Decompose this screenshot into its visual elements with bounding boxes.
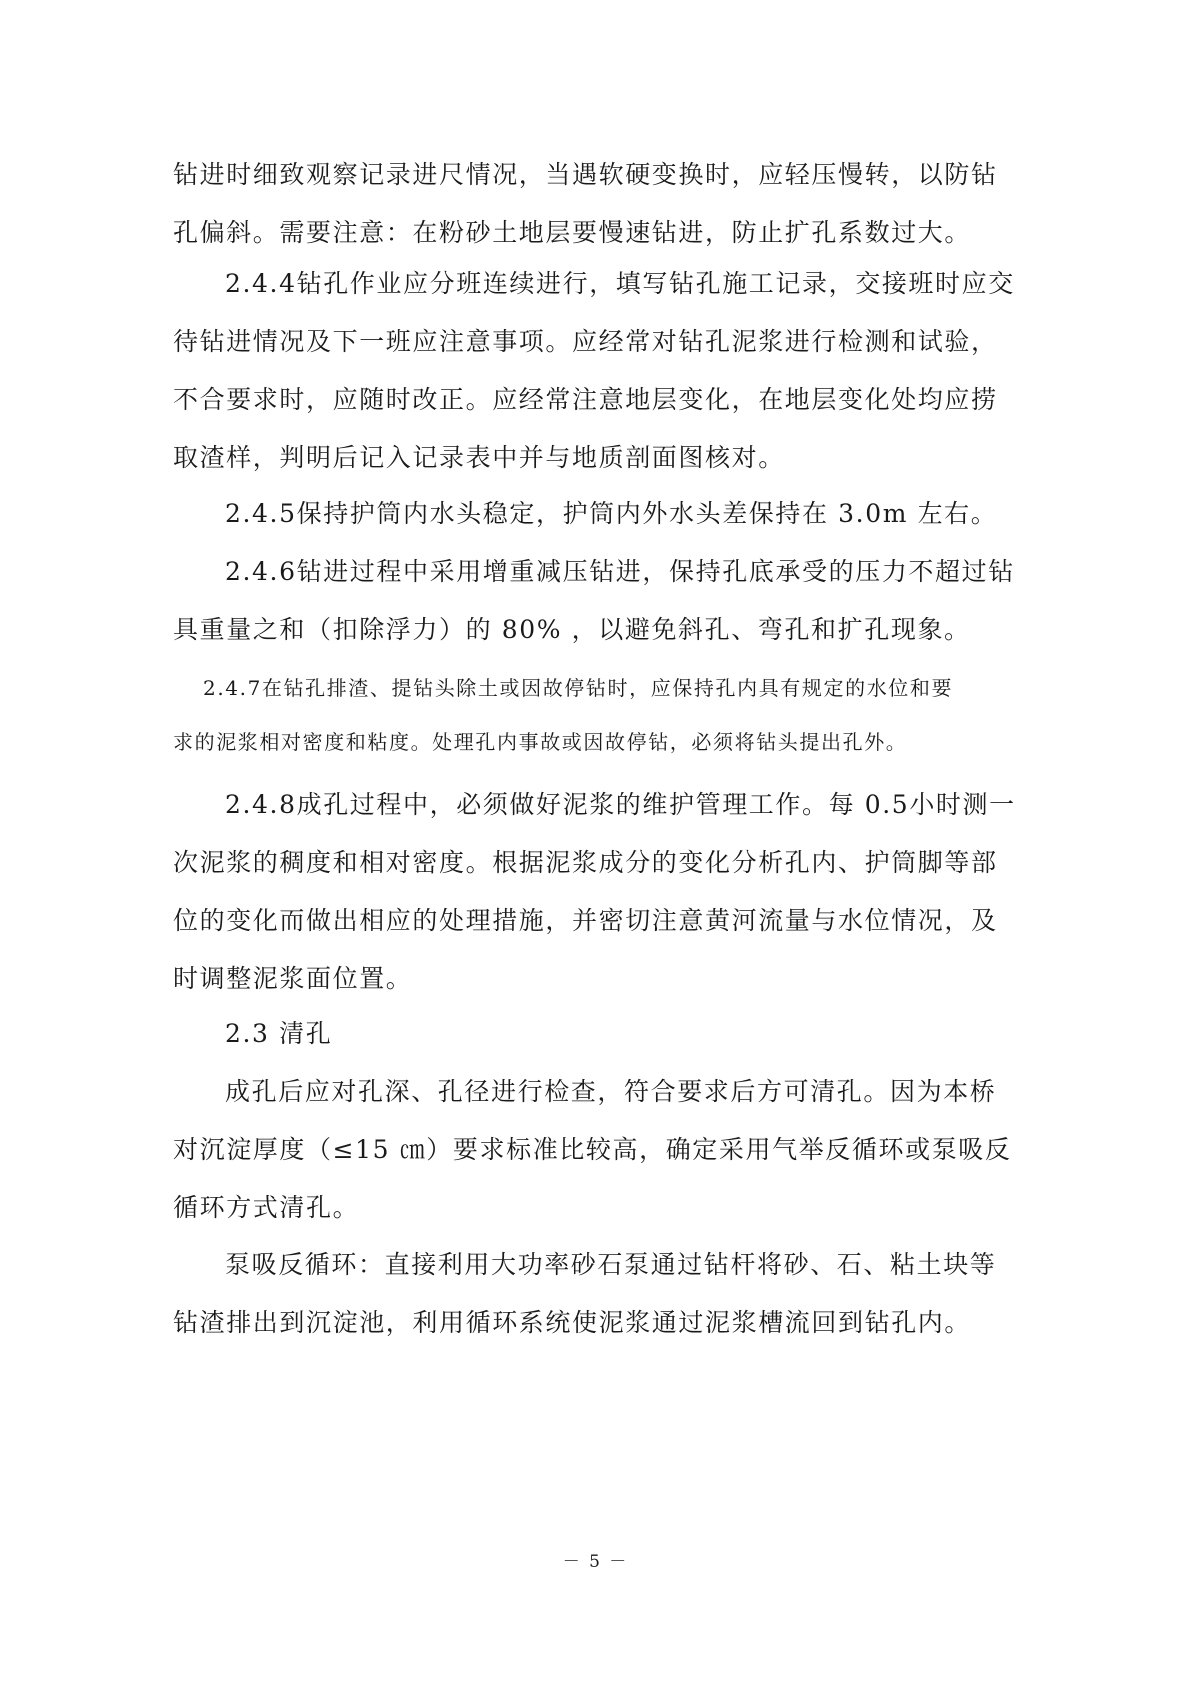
text-line: 具重量之和（扣除浮力）的 80% ，以避免斜孔、弯孔和扩孔现象。 [173,615,971,644]
text-line: 取渣样，判明后记入记录表中并与地质剖面图核对。 [173,443,785,472]
paragraph-3 [173,485,1048,543]
paragraph-5 [173,661,1048,769]
text-line: 2.4.4钻孔作业应分班连续进行，填写钻孔施工记录，交接班时应交 [225,269,1015,298]
text-line: 泵吸反循环：直接利用大功率砂石泵通过钻杆将砂、石、粘土块等 [225,1250,997,1279]
text-line: 钻渣排出到沉淀池，利用循环系统使泥浆通过泥浆槽流回到钻孔内。 [173,1308,972,1337]
text-line: 循环方式清孔。 [173,1193,360,1222]
text-line: 不合要求时，应随时改正。应经常注意地层变化，在地层变化处均应捞 [173,385,998,414]
text-line: 次泥浆的稠度和相对密度。根据泥浆成分的变化分析孔内、护筒脚等部 [173,848,998,877]
text-line: 2.3 清孔 [225,1019,333,1048]
paragraph-4 [173,543,1048,659]
text-line: 求的泥浆相对密度和粘度。处理孔内事故或因故停钻，必须将钻头提出孔外。 [173,730,908,754]
text-line: 时调整泥浆面位置。 [173,964,413,993]
paragraph-6 [173,776,1048,1008]
text-line: 位的变化而做出相应的处理措施，并密切注意黄河流量与水位情况，及 [173,906,998,935]
paragraph-1 [173,146,1048,262]
paragraph-8 [173,1063,1048,1237]
paragraph-9 [173,1236,1048,1352]
paragraph-2 [173,255,1048,487]
text-line: 对沉淀厚度（≤15 ㎝）要求标准比较高，确定采用气举反循环或泵吸反 [173,1135,1012,1164]
text-line: 2.4.8成孔过程中，必须做好泥浆的维护管理工作。每 0.5小时测一 [225,790,1016,819]
text-line: 2.4.7在钻孔排渣、提钻头除土或因故停钻时，应保持孔内具有规定的水位和要 [203,676,954,700]
section-heading [173,1005,1048,1063]
page-number: － 5 － [562,1552,629,1572]
text-line: 待钻进情况及下一班应注意事项。应经常对钻孔泥浆进行检测和试验， [173,327,998,356]
text-line: 成孔后应对孔深、孔径进行检查，符合要求后方可清孔。因为本桥 [225,1077,997,1106]
text-line: 2.4.5保持护筒内水头稳定，护筒内外水头差保持在 3.0m 左右。 [225,499,998,528]
text-line: 孔偏斜。需要注意：在粉砂土地层要慢速钻进，防止扩孔系数过大。 [173,218,972,247]
text-line: 钻进时细致观察记录进尺情况，当遇软硬变换时，应轻压慢转，以防钻 [173,160,998,189]
text-line: 2.4.6钻进过程中采用增重减压钻进，保持孔底承受的压力不超过钻 [225,557,1015,586]
